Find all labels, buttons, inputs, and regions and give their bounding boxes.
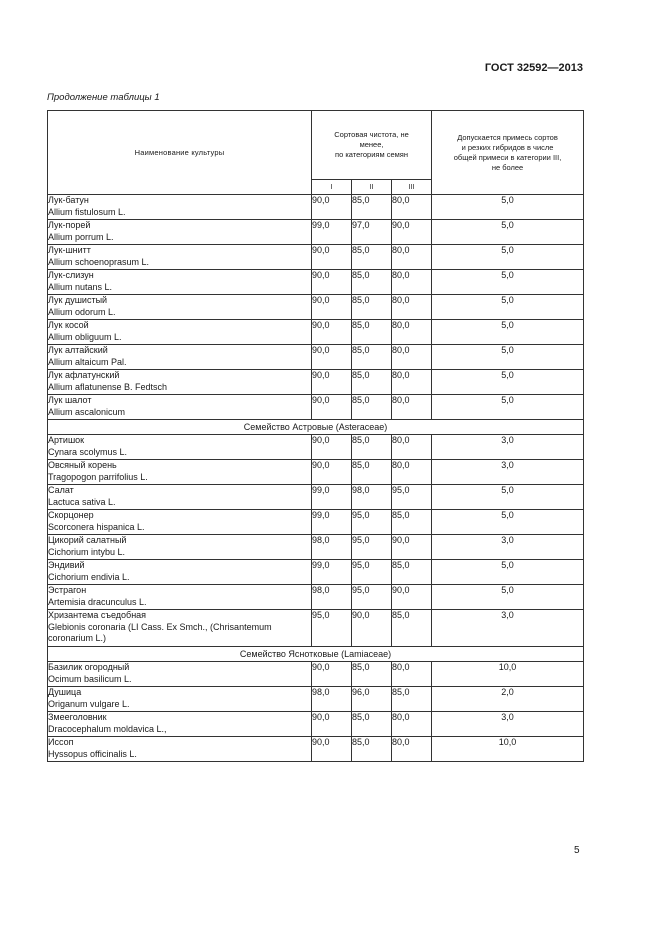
crop-latin-name: Scorconera hispanica L.	[48, 521, 145, 532]
crop-latin-name: Allium obliguum L.	[48, 331, 122, 342]
purity-cat-1-cell: 90,0	[312, 320, 352, 345]
purity-cat-2-cell: 95,0	[352, 510, 392, 535]
purity-cat-3-cell: 80,0	[392, 435, 432, 460]
document-code: ГОСТ 32592—2013	[484, 62, 583, 74]
crop-name-cell	[48, 662, 312, 687]
crop-latin-name: Cynara scolymus L.	[48, 446, 128, 457]
purity-cat-1-cell: 90,0	[312, 195, 352, 220]
crop-name: Лук афлатунский	[48, 370, 120, 380]
purity-cat-2-cell: 95,0	[352, 535, 392, 560]
allowed-admixture-cell: 3,0	[432, 712, 584, 737]
crop-name: Овсяный корень	[48, 460, 117, 470]
table-row	[48, 662, 584, 687]
crop-name: Лук-слизун	[48, 270, 94, 280]
table-row	[48, 345, 584, 370]
crop-name: Цикорий салатный	[48, 535, 127, 545]
table-row	[48, 395, 584, 420]
crop-name-cell	[48, 245, 312, 270]
crop-name: Лук-порей	[48, 220, 91, 230]
purity-cat-3-cell: 80,0	[392, 712, 432, 737]
crop-latin-name: Allium fistulosum L.	[48, 206, 126, 217]
purity-cat-1-cell: 99,0	[312, 485, 352, 510]
crop-name-cell	[48, 712, 312, 737]
crop-name-cell	[48, 395, 312, 420]
crop-name: Лук-батун	[48, 195, 89, 205]
table-row	[48, 610, 584, 647]
allowed-admixture-cell: 10,0	[432, 662, 584, 687]
crop-latin-name: Ocimum basilicum L.	[48, 673, 132, 684]
allowed-admixture-cell: 3,0	[432, 610, 584, 647]
crop-name: Лук душистый	[48, 295, 108, 305]
purity-cat-3-cell: 95,0	[392, 485, 432, 510]
purity-cat-1-cell: 90,0	[312, 245, 352, 270]
purity-cat-1-cell: 98,0	[312, 535, 352, 560]
purity-cat-1-cell: 90,0	[312, 662, 352, 687]
purity-cat-3-cell: 80,0	[392, 395, 432, 420]
allowed-admixture-cell: 3,0	[432, 460, 584, 485]
crop-latin-name: Allium odorum L.	[48, 306, 116, 317]
purity-cat-1-cell: 99,0	[312, 510, 352, 535]
crop-name-cell	[48, 345, 312, 370]
purity-cat-1-cell: 90,0	[312, 345, 352, 370]
purity-cat-2-cell: 85,0	[352, 662, 392, 687]
allowed-admixture-cell: 5,0	[432, 195, 584, 220]
purity-cat-2-cell: 90,0	[352, 610, 392, 647]
purity-cat-3-cell: 80,0	[392, 345, 432, 370]
allowed-admixture-cell: 5,0	[432, 560, 584, 585]
table-row	[48, 485, 584, 510]
header-allow-line: не более	[491, 162, 524, 172]
crop-name: Хризантема съедобная	[48, 610, 147, 620]
purity-cat-3-cell: 90,0	[392, 585, 432, 610]
purity-cat-2-cell: 85,0	[352, 435, 392, 460]
purity-cat-1-cell: 90,0	[312, 270, 352, 295]
crop-name-cell	[48, 270, 312, 295]
purity-cat-1-cell: 90,0	[312, 737, 352, 762]
crop-name-cell	[48, 320, 312, 345]
table-row	[48, 460, 584, 485]
family-heading: Семейство Астровые (Asteraceae)	[48, 420, 584, 435]
table-row	[48, 737, 584, 762]
purity-cat-2-cell: 85,0	[352, 370, 392, 395]
crop-latin-name: Cichorium intybu L.	[48, 546, 126, 557]
header-purity-line: менее,	[359, 140, 384, 149]
purity-cat-1-cell: 99,0	[312, 560, 352, 585]
crop-name: Базилик огородный	[48, 662, 130, 672]
purity-cat-3-cell: 80,0	[392, 295, 432, 320]
purity-cat-2-cell: 85,0	[352, 295, 392, 320]
crop-name-cell	[48, 460, 312, 485]
purity-cat-3-cell: 85,0	[392, 687, 432, 712]
purity-cat-1-cell: 90,0	[312, 370, 352, 395]
table-row	[48, 510, 584, 535]
header-category-2: II	[352, 180, 392, 195]
allowed-admixture-cell: 5,0	[432, 320, 584, 345]
crop-name: Скорцонер	[48, 510, 94, 520]
crop-name-cell	[48, 585, 312, 610]
table-row	[48, 560, 584, 585]
purity-cat-3-cell: 85,0	[392, 560, 432, 585]
table-row	[48, 320, 584, 345]
purity-cat-3-cell: 90,0	[392, 535, 432, 560]
purity-cat-3-cell: 80,0	[392, 270, 432, 295]
purity-cat-1-cell: 98,0	[312, 687, 352, 712]
allowed-admixture-cell: 2,0	[432, 687, 584, 712]
crop-name-cell	[48, 195, 312, 220]
purity-cat-3-cell: 85,0	[392, 510, 432, 535]
allowed-admixture-cell: 5,0	[432, 220, 584, 245]
crop-name: Душица	[48, 687, 82, 697]
crop-name: Змееголовник	[48, 712, 107, 722]
purity-cat-1-cell: 90,0	[312, 435, 352, 460]
crop-name: Иссоп	[48, 737, 74, 747]
table-row	[48, 295, 584, 320]
crop-latin-name: Origanum vulgare L.	[48, 698, 130, 709]
crop-name-cell	[48, 295, 312, 320]
crop-name-cell	[48, 560, 312, 585]
purity-cat-2-cell: 85,0	[352, 320, 392, 345]
crop-latin-name: coronarium L.)	[48, 633, 107, 643]
allowed-admixture-cell: 5,0	[432, 345, 584, 370]
purity-cat-2-cell: 85,0	[352, 270, 392, 295]
crop-latin-name: Allium schoenoprasum L.	[48, 256, 150, 267]
crop-name-cell	[48, 370, 312, 395]
crop-name: Эстрагон	[48, 585, 87, 595]
header-purity-line: Сортовая чистота, не	[334, 130, 409, 139]
header-allow-line: и резких гибридов в числе	[461, 142, 554, 152]
purity-cat-1-cell: 90,0	[312, 395, 352, 420]
purity-cat-3-cell: 80,0	[392, 245, 432, 270]
purity-cat-1-cell: 95,0	[312, 610, 352, 647]
purity-cat-3-cell: 90,0	[392, 220, 432, 245]
crop-latin-name: Artemisia dracunculus L.	[48, 596, 147, 607]
allowed-admixture-cell: 5,0	[432, 245, 584, 270]
purity-cat-3-cell: 80,0	[392, 737, 432, 762]
crop-latin-name: Glebionis coronaria (LI Cass. Ex Smch., (Chrisantemum	[48, 621, 272, 632]
header-category-1: I	[312, 180, 352, 195]
header-purity-line: по категориям семян	[335, 150, 408, 159]
crop-latin-name: Allium porrum L.	[48, 231, 114, 242]
purity-cat-1-cell: 98,0	[312, 585, 352, 610]
crop-latin-name: Allium altaicum Pal.	[48, 356, 127, 367]
crop-name-cell	[48, 435, 312, 460]
purity-cat-3-cell: 80,0	[392, 370, 432, 395]
crop-name-cell	[48, 220, 312, 245]
purity-cat-2-cell: 96,0	[352, 687, 392, 712]
header-crop-name: Наименование культуры	[48, 111, 312, 195]
header-allow-line: общей примеси в категории III,	[453, 152, 562, 162]
crop-name: Лук-шнитт	[48, 245, 91, 255]
table-caption: Продолжение таблицы 1	[47, 92, 160, 103]
table-row	[48, 220, 584, 245]
table-row	[48, 270, 584, 295]
crop-latin-name: Allium ascalonicum	[48, 406, 126, 417]
header-category-3: III	[392, 180, 432, 195]
purity-cat-2-cell: 85,0	[352, 460, 392, 485]
crop-name-cell	[48, 485, 312, 510]
purity-cat-2-cell: 85,0	[352, 195, 392, 220]
allowed-admixture-cell: 5,0	[432, 485, 584, 510]
crop-latin-name: Allium nutans L.	[48, 281, 113, 292]
allowed-admixture-cell: 3,0	[432, 435, 584, 460]
purity-cat-3-cell: 80,0	[392, 195, 432, 220]
purity-cat-2-cell: 95,0	[352, 585, 392, 610]
allowed-admixture-cell: 5,0	[432, 270, 584, 295]
crop-name-cell	[48, 510, 312, 535]
crop-latin-name: Dracocephalum moldavica L.,	[48, 723, 167, 734]
page-number: 5	[574, 845, 580, 856]
family-row	[48, 420, 584, 435]
crop-name-cell	[48, 535, 312, 560]
allowed-admixture-cell: 5,0	[432, 510, 584, 535]
purity-cat-1-cell: 90,0	[312, 295, 352, 320]
crop-name: Лук алтайский	[48, 345, 108, 355]
purity-cat-2-cell: 85,0	[352, 737, 392, 762]
purity-cat-1-cell: 90,0	[312, 712, 352, 737]
allowed-admixture-cell: 3,0	[432, 535, 584, 560]
family-heading: Семейство Яснотковые (Lamiaceae)	[48, 647, 584, 662]
header-allowed-admixture	[432, 111, 584, 195]
crop-name: Салат	[48, 485, 74, 495]
crop-name: Артишок	[48, 435, 85, 445]
family-row	[48, 647, 584, 662]
crop-latin-name: Cichorium endivia L.	[48, 571, 130, 582]
purity-cat-3-cell: 80,0	[392, 320, 432, 345]
table-row	[48, 245, 584, 270]
purity-cat-2-cell: 85,0	[352, 395, 392, 420]
crop-latin-name: Tragopogon parrifolius L.	[48, 471, 148, 482]
crop-latin-name: Allium aflatunense B. Fedtsch	[48, 381, 168, 392]
allowed-admixture-cell: 5,0	[432, 395, 584, 420]
table-row	[48, 435, 584, 460]
crop-name: Лук косой	[48, 320, 89, 330]
allowed-admixture-cell: 5,0	[432, 585, 584, 610]
purity-cat-1-cell: 99,0	[312, 220, 352, 245]
crop-name-cell	[48, 737, 312, 762]
crop-latin-name: Hyssopus officinalis L.	[48, 748, 137, 759]
crop-name: Лук шалот	[48, 395, 92, 405]
table-row	[48, 195, 584, 220]
allowed-admixture-cell: 5,0	[432, 295, 584, 320]
purity-cat-1-cell: 90,0	[312, 460, 352, 485]
purity-cat-2-cell: 97,0	[352, 220, 392, 245]
purity-cat-2-cell: 98,0	[352, 485, 392, 510]
purity-cat-3-cell: 85,0	[392, 610, 432, 647]
header-varietal-purity	[312, 111, 432, 180]
crop-name-cell	[48, 610, 312, 647]
purity-cat-2-cell: 85,0	[352, 712, 392, 737]
purity-cat-3-cell: 80,0	[392, 460, 432, 485]
table-row	[48, 687, 584, 712]
crop-name: Эндивий	[48, 560, 85, 570]
purity-cat-2-cell: 85,0	[352, 345, 392, 370]
allowed-admixture-cell: 5,0	[432, 370, 584, 395]
table-row	[48, 535, 584, 560]
table-row	[48, 370, 584, 395]
purity-cat-3-cell: 80,0	[392, 662, 432, 687]
purity-cat-2-cell: 85,0	[352, 245, 392, 270]
crop-latin-name: Lactuca sativa L.	[48, 496, 116, 507]
table-row	[48, 585, 584, 610]
seed-purity-table	[47, 110, 584, 762]
crop-name-cell	[48, 687, 312, 712]
purity-cat-2-cell: 95,0	[352, 560, 392, 585]
header-allow-line: Допускается примесь сортов	[457, 132, 558, 142]
allowed-admixture-cell: 10,0	[432, 737, 584, 762]
table-row	[48, 712, 584, 737]
